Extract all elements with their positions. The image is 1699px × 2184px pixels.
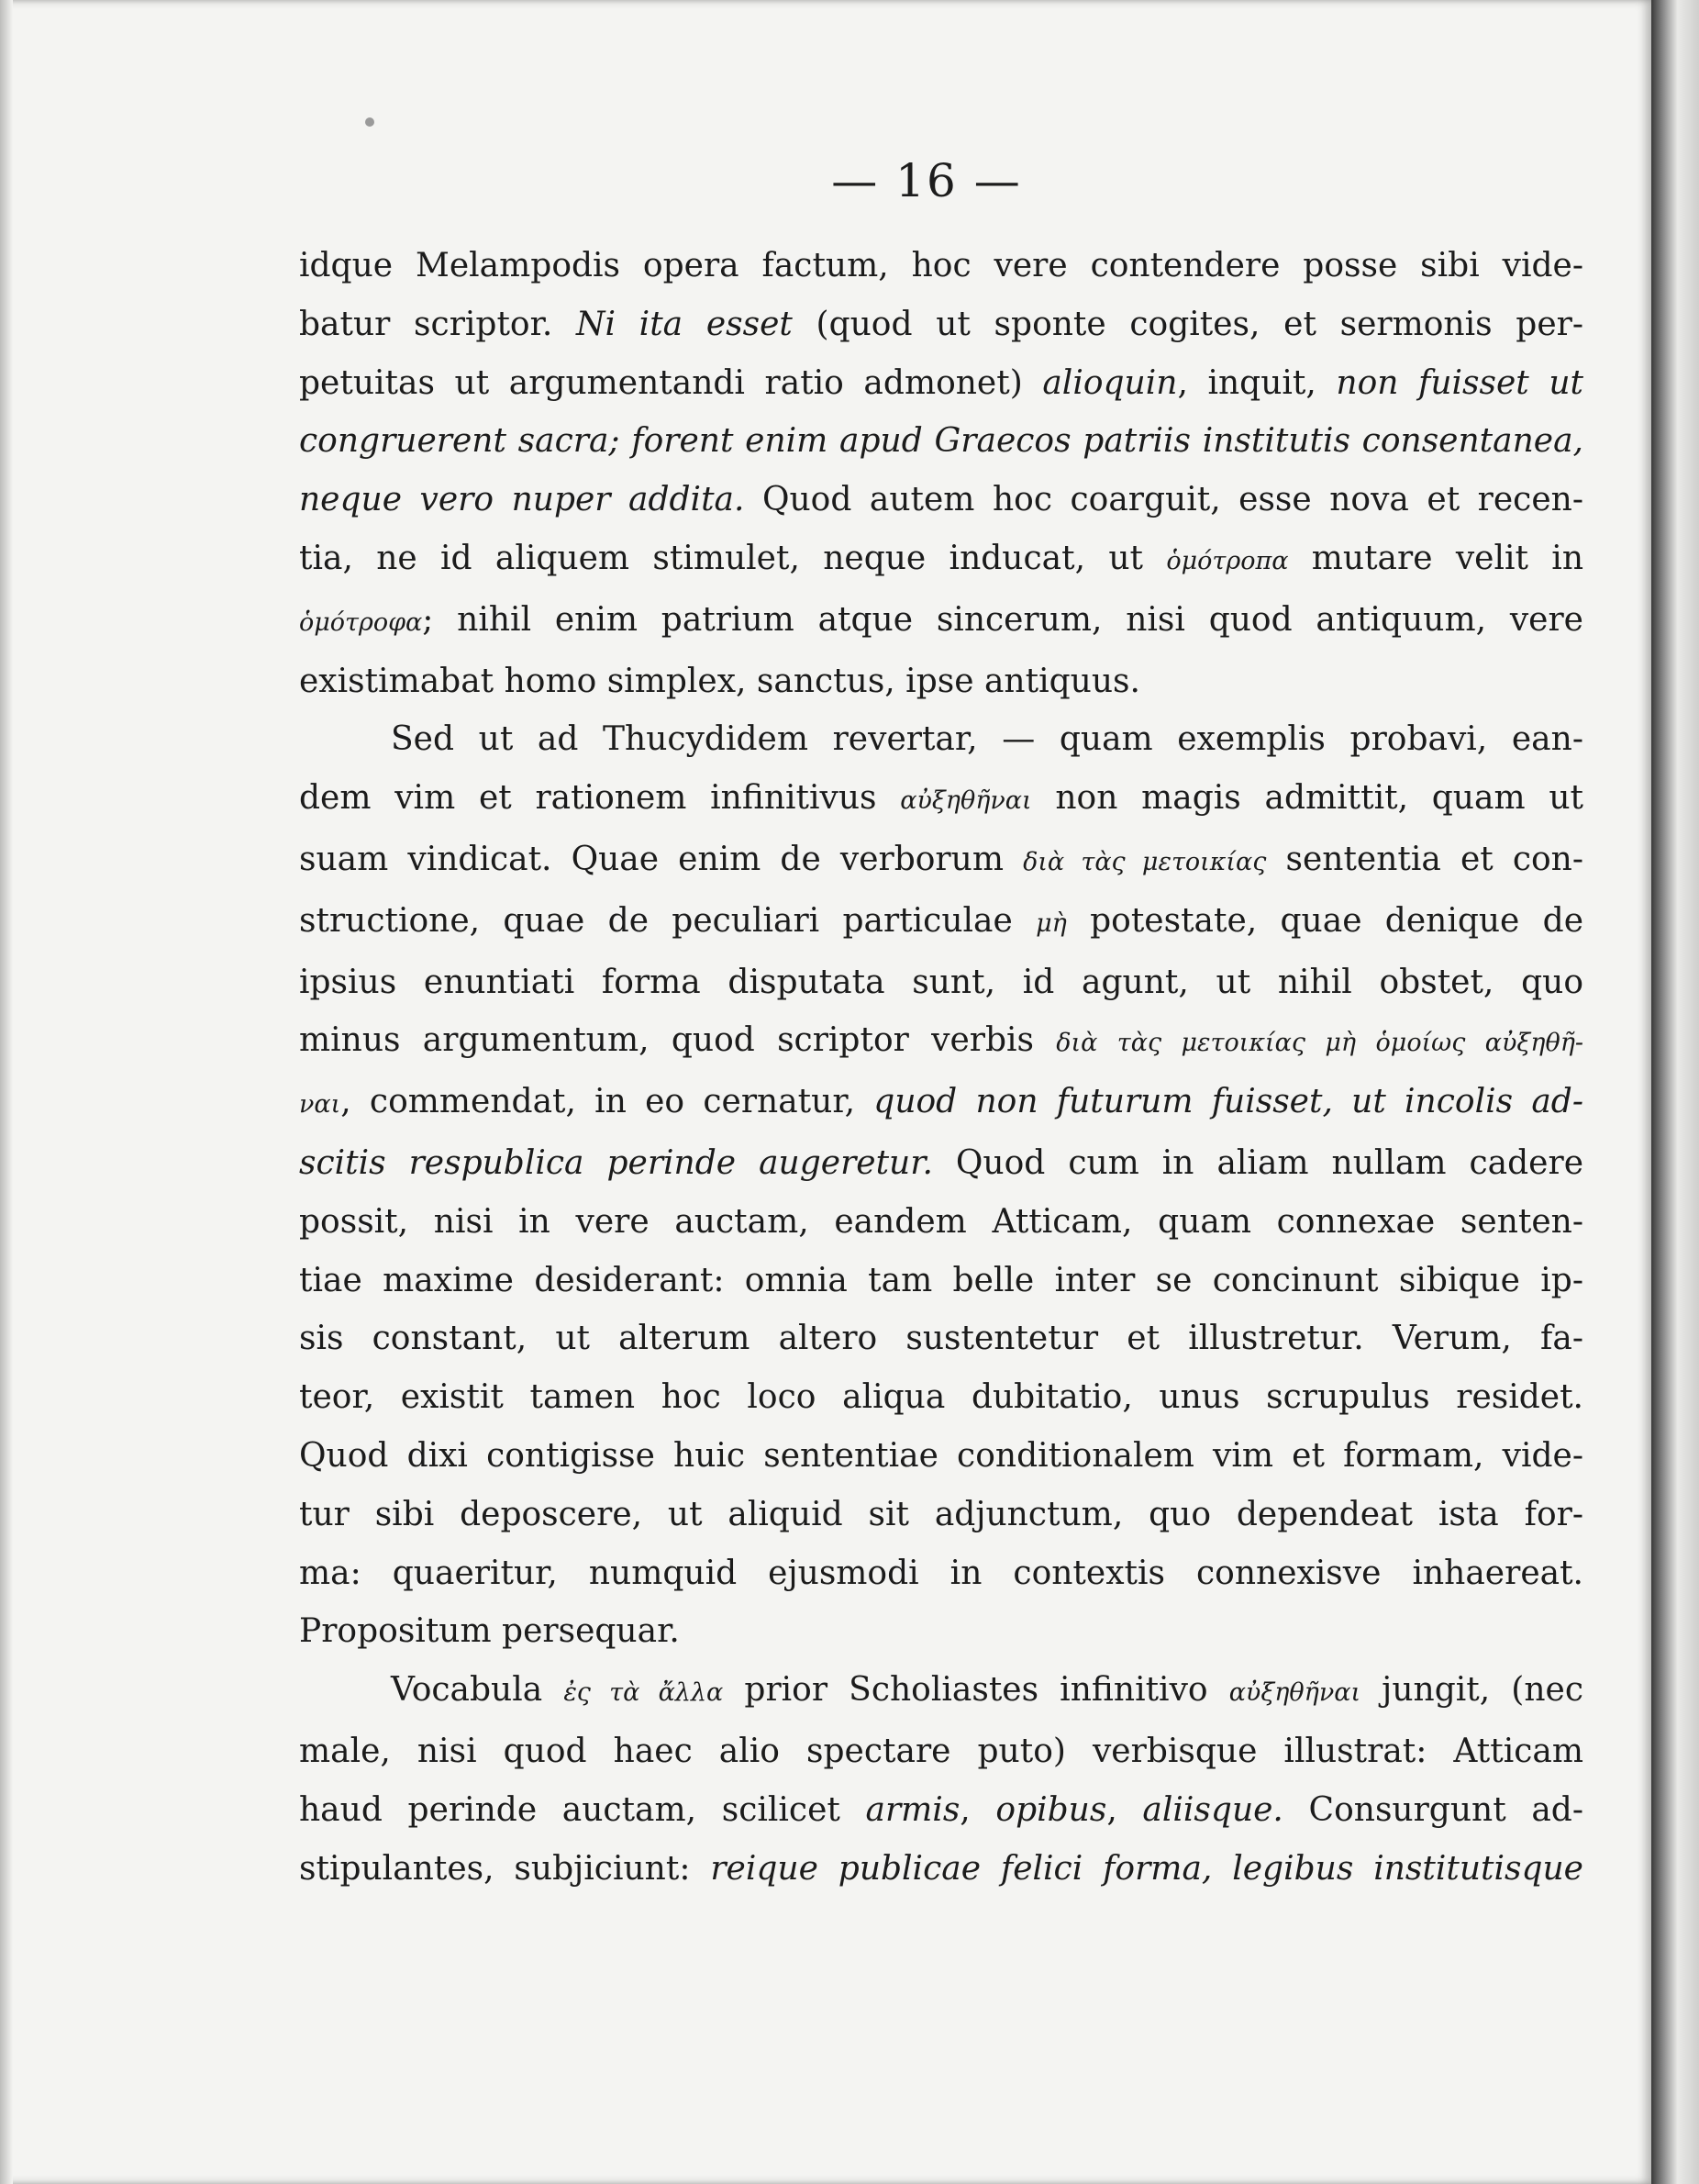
greek-phrase: αὐξηθῆναι (1228, 1678, 1361, 1708)
text-line (299, 591, 1583, 652)
italic-phrase: quod non futurum fuisset, ut incolis ad- (873, 1083, 1583, 1121)
text-segment: structione, quae de peculiari particulae (299, 901, 1037, 940)
text-segment: Sed ut ad Thucydidem revertar, — quam exemplis probavi, ean- (391, 720, 1583, 759)
text-segment: dem vim et rationem infinitivus (299, 779, 901, 818)
text-segment: , inquit, (1177, 363, 1337, 402)
text-segment: possit, nisi in vere auctam, eandem Atticam, quam connexae senten- (299, 1202, 1583, 1241)
text-segment: Vocabula (391, 1671, 564, 1710)
greek-phrase: ὁμότροφα (299, 607, 423, 637)
text-line (299, 412, 1583, 471)
text-segment: idque Melampodis opera factum, hoc vere contendere posse sibi vide- (299, 247, 1583, 284)
greek-phrase: μὴ (1036, 908, 1067, 938)
text-line (299, 830, 1583, 892)
text-segment: tiae maxime desiderant: omnia tam belle inter se concinunt sibique ip- (299, 1261, 1583, 1299)
text-segment: Quod autem hoc coarguit, esse nova et recen- (744, 481, 1584, 519)
text-segment: ipsius enuntiati forma disputata sunt, id agunt, ut nihil obstet, quo (299, 963, 1583, 1001)
text-line (299, 1602, 1583, 1661)
text-segment: existimabat homo simplex, sanctus, ipse antiquus. (299, 662, 1140, 700)
text-segment: minus argumentum, quod scriptor verbis (299, 1021, 1057, 1060)
text-line (299, 1722, 1583, 1781)
greek-phrase: ναι (299, 1090, 341, 1120)
greek-phrase: διὰ τὰς μετοικίας (1023, 847, 1267, 876)
text-segment: Quod cum in aliam nullam cadere (932, 1143, 1583, 1182)
greek-phrase: ἐς τὰ ἄλλα (563, 1678, 724, 1708)
text-segment: Consurgunt ad- (1283, 1790, 1584, 1829)
text-line (299, 471, 1583, 529)
greek-phrase: ὁμότροπα (1166, 546, 1289, 575)
text-line (299, 710, 1583, 769)
italic-phrase: neque vero nuper addita. (299, 481, 745, 519)
text-segment: haud perinde auctam, scilicet (299, 1790, 866, 1829)
text-segment: suam vindicat. Quae enim de verborum (299, 840, 1024, 878)
text-segment: , commendat, in eo cernatur, (340, 1083, 874, 1121)
text-segment: petuitas ut argumentandi ratio admonet) (299, 363, 1043, 402)
italic-phrase: Ni ita esset (575, 305, 793, 343)
text-line (299, 1309, 1583, 1368)
text-line (299, 892, 1583, 953)
ink-speck (365, 117, 374, 127)
body-text (299, 237, 1583, 1898)
text-segment: potestate, quae denique de (1066, 901, 1583, 940)
text-line (299, 1011, 1583, 1073)
text-segment: , (960, 1790, 996, 1829)
text-line (299, 652, 1583, 711)
italic-phrase: alioquin (1042, 363, 1178, 402)
text-segment: non magis admittit, quam ut (1031, 779, 1583, 818)
text-line (299, 769, 1583, 830)
greek-phrase: διὰ τὰς μετοικίας μὴ ὁμοίως αὐξηθῆ- (1056, 1029, 1583, 1058)
text-segment: prior Scholiastes infinitivo (723, 1671, 1229, 1710)
text-line (299, 295, 1583, 354)
text-segment: Quod dixi contigisse huic sententiae conditionalem vim et formam, vide- (299, 1436, 1583, 1475)
text-segment: jungit, (nec (1360, 1671, 1583, 1710)
text-segment: teor, existit tamen hoc loco aliqua dubitatio, unus scrupulus residet. (299, 1378, 1583, 1417)
text-segment: sis constant, ut alterum altero sustentetur et illustretur. Verum, fa- (299, 1320, 1583, 1358)
text-line (299, 1073, 1583, 1134)
next-page-edge (1651, 0, 1699, 2184)
text-line (299, 1544, 1583, 1603)
text-line (299, 1368, 1583, 1427)
text-segment: (quod ut sponte cogites, et sermonis per- (792, 305, 1583, 343)
text-line (299, 1134, 1583, 1193)
text-line (299, 354, 1583, 413)
text-line (299, 1661, 1583, 1722)
text-line (299, 1781, 1583, 1840)
greek-phrase: αὐξηθῆναι (900, 786, 1032, 816)
italic-phrase: opibus (995, 1790, 1107, 1829)
italic-phrase: reique publicae felici forma, legibus institutisque (710, 1849, 1583, 1888)
text-segment: mutare velit in (1288, 539, 1584, 577)
italic-phrase: congruerent sacra; forent enim apud Graecos patriis institutis consentanea, (299, 422, 1583, 461)
italic-phrase: armis (865, 1790, 961, 1829)
text-segment: tur sibi deposcere, ut aliquid sit adjunctum, quo dependeat ista for- (299, 1495, 1583, 1533)
text-segment: male, nisi quod haec alio spectare puto) verbisque illustrat: Atticam (299, 1732, 1583, 1770)
text-line (299, 1252, 1583, 1310)
text-segment: ; nihil enim patrium atque sincerum, nisi quod antiquum, vere (422, 600, 1583, 639)
text-segment: batur scriptor. (299, 305, 576, 343)
text-segment: stipulantes, subjiciunt: (299, 1849, 711, 1888)
text-line (299, 1840, 1583, 1899)
italic-phrase: aliisque. (1142, 1790, 1283, 1829)
text-line (299, 1486, 1583, 1544)
text-line (299, 1427, 1583, 1486)
text-segment: , (1106, 1790, 1143, 1829)
page-number-header: — 16 — (831, 154, 1022, 207)
page-gutter-shadow (0, 0, 13, 2184)
text-line (299, 529, 1583, 591)
text-segment: sententia et con- (1266, 840, 1584, 878)
text-line (299, 953, 1583, 1012)
text-line (299, 237, 1583, 295)
text-segment: Propositum persequar. (299, 1612, 680, 1651)
text-segment: ma: quaeritur, numquid ejusmodi in contextis connexisve inhaereat. (299, 1554, 1583, 1592)
italic-phrase: non fuisset ut (1336, 363, 1584, 402)
text-line (299, 1193, 1583, 1252)
italic-phrase: scitis respublica perinde augeretur. (299, 1143, 933, 1182)
text-segment: tia, ne id aliquem stimulet, neque inducat, ut (299, 539, 1167, 577)
